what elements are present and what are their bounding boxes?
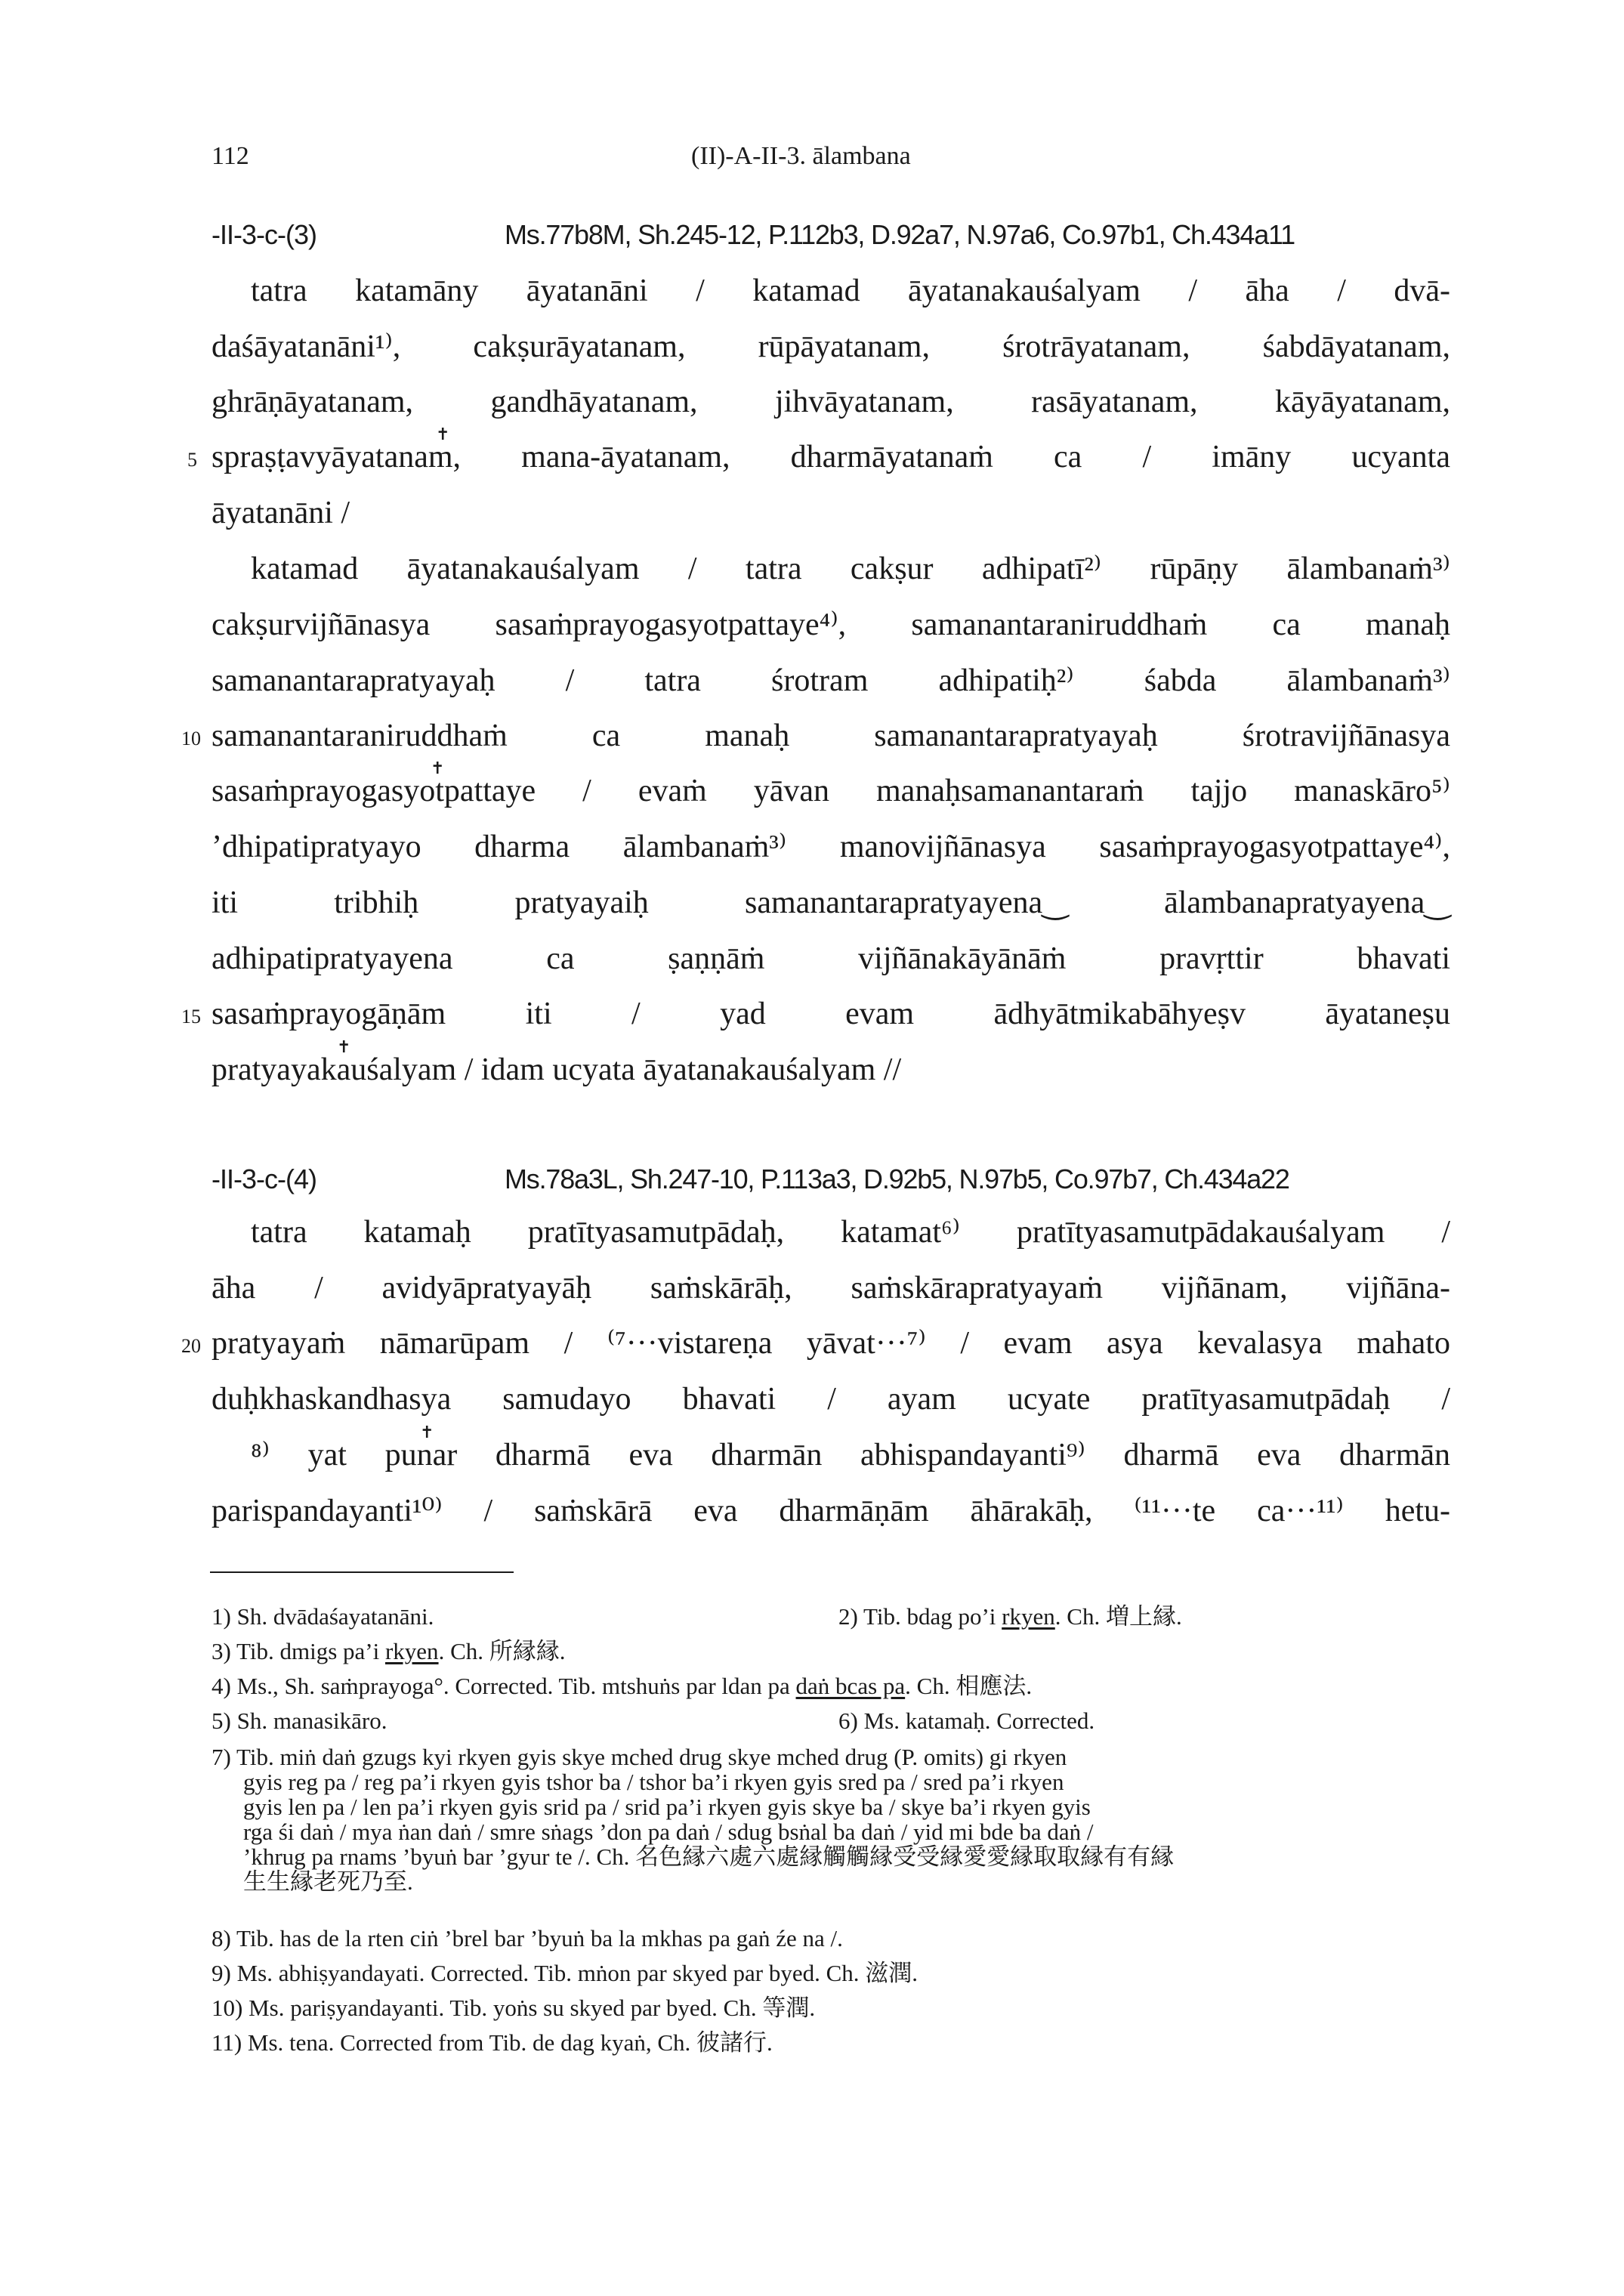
footnote-7-line: 生生縁老死乃至. bbox=[243, 1868, 413, 1895]
dagger-mark: ✝ bbox=[436, 425, 450, 443]
line-number: 20 bbox=[181, 1335, 201, 1357]
text-line: sasaṁprayogāṇām iti / yad evam ādhyātmikabāhyeṣv āyataneṣu bbox=[211, 997, 1450, 1031]
footnote-8: 8) Tib. has de la rten ciṅ ’brel bar ’byuṅ ba la mkhas pa gaṅ źe na /. bbox=[211, 1925, 843, 1951]
footnote-text: 4) Ms., Sh. saṁprayoga°. Corrected. Tib. mtshuṅs par ldan pa bbox=[211, 1673, 796, 1699]
section-id: -II-3-c-(4) bbox=[211, 1163, 316, 1194]
running-head: (II)-A-II-3. ālambana bbox=[691, 142, 911, 170]
footnote-text: . Ch. 相應法. bbox=[905, 1673, 1033, 1699]
text-line: āha / avidyāpratyayāḥ saṁskārāḥ, saṁskārapratyayaṁ vijñānam, vijñāna- bbox=[211, 1271, 1450, 1306]
text-line: ’dhipatipratyayo dharma ālambanaṁ³⁾ manovijñānasya sasaṁprayogasyotpattaye⁴⁾, bbox=[211, 830, 1450, 864]
line-number: 10 bbox=[181, 728, 201, 749]
section-id: -II-3-c-(3) bbox=[211, 219, 316, 250]
text-line: ⁸⁾ yat punar dharmā eva dharmān abhispandayanti⁹⁾ dharmā eva dharmān bbox=[251, 1438, 1450, 1472]
footnote-6: 6) Ms. katamaḥ. Corrected. bbox=[838, 1707, 1095, 1734]
footnote-text: 3) Tib. dmigs pa’i bbox=[211, 1638, 385, 1664]
text-line: daśāyatanāni¹⁾, cakṣurāyatanam, rūpāyatanam, śrotrāyatanam, śabdāyatanam, bbox=[211, 329, 1450, 364]
footnote-1: 1) Sh. dvādaśayatanāni. bbox=[211, 1603, 434, 1630]
footnote-text: . Ch. 所縁縁. bbox=[438, 1638, 566, 1664]
text-line: parispandayanti¹⁰⁾ / saṁskārā eva dharmāṇām āhārakāḥ, ⁽¹¹···te ca···¹¹⁾ hetu- bbox=[211, 1494, 1450, 1528]
footnote-7-line: gyis len pa / len pa’i rkyen gyis srid pa / srid pa’i rkyen gyis skye ba / skye ba’i rkyen gyis bbox=[243, 1794, 1091, 1820]
dagger-mark: ✝ bbox=[420, 1423, 434, 1442]
footnote-7-line: ’khrug pa rnams ’byuṅ bar ’gyur te /. Ch. 名色縁六處六處縁觸觸縁受受縁愛愛縁取取縁有有縁 bbox=[243, 1843, 1175, 1870]
text-line: tatra katamaḥ pratītyasamutpādaḥ, katamat⁶⁾ pratītyasamutpādakauśalyam / bbox=[251, 1215, 1450, 1250]
footnote-7-line: rga śi daṅ / mya ṅan daṅ / smre sṅags ’don pa daṅ / sdug bsṅal ba daṅ / yid mi bde ba daṅ / bbox=[243, 1819, 1094, 1845]
section-refs: Ms.77b8M, Sh.245-12, P.112b3, D.92a7, N.97a6, Co.97b1, Ch.434a11 bbox=[505, 219, 1295, 250]
line-number: 15 bbox=[181, 1006, 201, 1027]
footnote-9: 9) Ms. abhiṣyandayati. Corrected. Tib. mṅon par skyed par byed. Ch. 滋潤. bbox=[211, 1960, 919, 1986]
text-line: tatra katamāny āyatanāni / katamad āyatanakauśalyam / āha / dvā- bbox=[251, 273, 1450, 308]
footnote-3 bbox=[211, 1639, 566, 1663]
text-line: samanantaraniruddhaṁ ca manaḥ samanantarapratyayaḥ śrotravijñānasya bbox=[211, 718, 1450, 753]
footnote-5: 5) Sh. manasikāro. bbox=[211, 1707, 387, 1734]
footnote-4 bbox=[211, 1674, 1032, 1698]
text-line: sasaṁprayogasyotpattaye / evaṁ yāvan manaḥsamanantaraṁ tajjo manaskāro⁵⁾ bbox=[211, 774, 1450, 808]
footnote-7-line: gyis reg pa / reg pa’i rkyen gyis tshor ba / tshor ba’i rkyen gyis sred pa / sred pa’i rkyen bbox=[243, 1769, 1064, 1795]
footnote-11: 11) Ms. tena. Corrected from Tib. de dag kyaṅ, Ch. 彼諸行. bbox=[211, 2029, 773, 2056]
text-line: āyatanāni / bbox=[211, 496, 350, 530]
footnote-underlined: rkyen bbox=[1002, 1603, 1055, 1630]
section-refs: Ms.78a3L, Sh.247-10, P.113a3, D.92b5, N.97b5, Co.97b7, Ch.434a22 bbox=[505, 1163, 1289, 1194]
footnote-10: 10) Ms. pariṣyandayanti. Tib. yoṅs su skyed par byed. Ch. 等潤. bbox=[211, 1995, 816, 2021]
text-line: ghrāṇāyatanam, gandhāyatanam, jihvāyatanam, rasāyatanam, kāyāyatanam, bbox=[211, 385, 1450, 419]
footnote-rule bbox=[210, 1571, 514, 1573]
footnote-7-line: 7) Tib. miṅ daṅ gzugs kyi rkyen gyis skye mched drug skye mched drug (P. omits) gi rkyen bbox=[211, 1744, 1067, 1770]
dagger-mark: ✝ bbox=[337, 1037, 351, 1056]
line-number: 5 bbox=[187, 449, 197, 471]
footnote-underlined: rkyen bbox=[384, 1638, 439, 1664]
page-number: 112 bbox=[211, 142, 249, 170]
text-line: adhipatipratyayena ca ṣaṇṇāṁ vijñānakāyānāṁ pravṛttir bhavati bbox=[211, 941, 1450, 976]
text-line: katamad āyatanakauśalyam / tatra cakṣur adhipatī²⁾ rūpāṇy ālambanaṁ³⁾ bbox=[251, 552, 1450, 586]
text-line: samanantarapratyayaḥ / tatra śrotram adhipatiḥ²⁾ śabda ālambanaṁ³⁾ bbox=[211, 663, 1450, 698]
footnote-text: . Ch. 増上縁. bbox=[1054, 1603, 1182, 1630]
footnote-2 bbox=[838, 1605, 1182, 1628]
text-line: cakṣurvijñānasya sasaṁprayogasyotpattaye⁴⁾, samanantaraniruddhaṁ ca manaḥ bbox=[211, 607, 1450, 642]
text-line: iti tribhiḥ pratyayaiḥ samanantarapratyayena‿ ālambanapratyayena‿ bbox=[211, 885, 1450, 920]
dagger-mark: ✝ bbox=[431, 759, 445, 777]
footnote-text: 2) Tib. bdag po’i bbox=[838, 1603, 1002, 1630]
text-line: pratyayakauśalyam / idam ucyata āyatanakauśalyam // bbox=[211, 1052, 902, 1087]
footnote-underlined: daṅ bcas pa bbox=[795, 1673, 906, 1699]
text-line: spraṣṭavyāyatanam, mana-āyatanam, dharmāyatanaṁ ca / imāny ucyanta bbox=[211, 440, 1450, 474]
text-line: duḥkhaskandhasya samudayo bhavati / ayam ucyate pratītyasamutpādaḥ / bbox=[211, 1382, 1450, 1417]
text-line: pratyayaṁ nāmarūpam / ⁽⁷···vistareṇa yāvat···⁷⁾ / evam asya kevalasya mahato bbox=[211, 1326, 1450, 1361]
